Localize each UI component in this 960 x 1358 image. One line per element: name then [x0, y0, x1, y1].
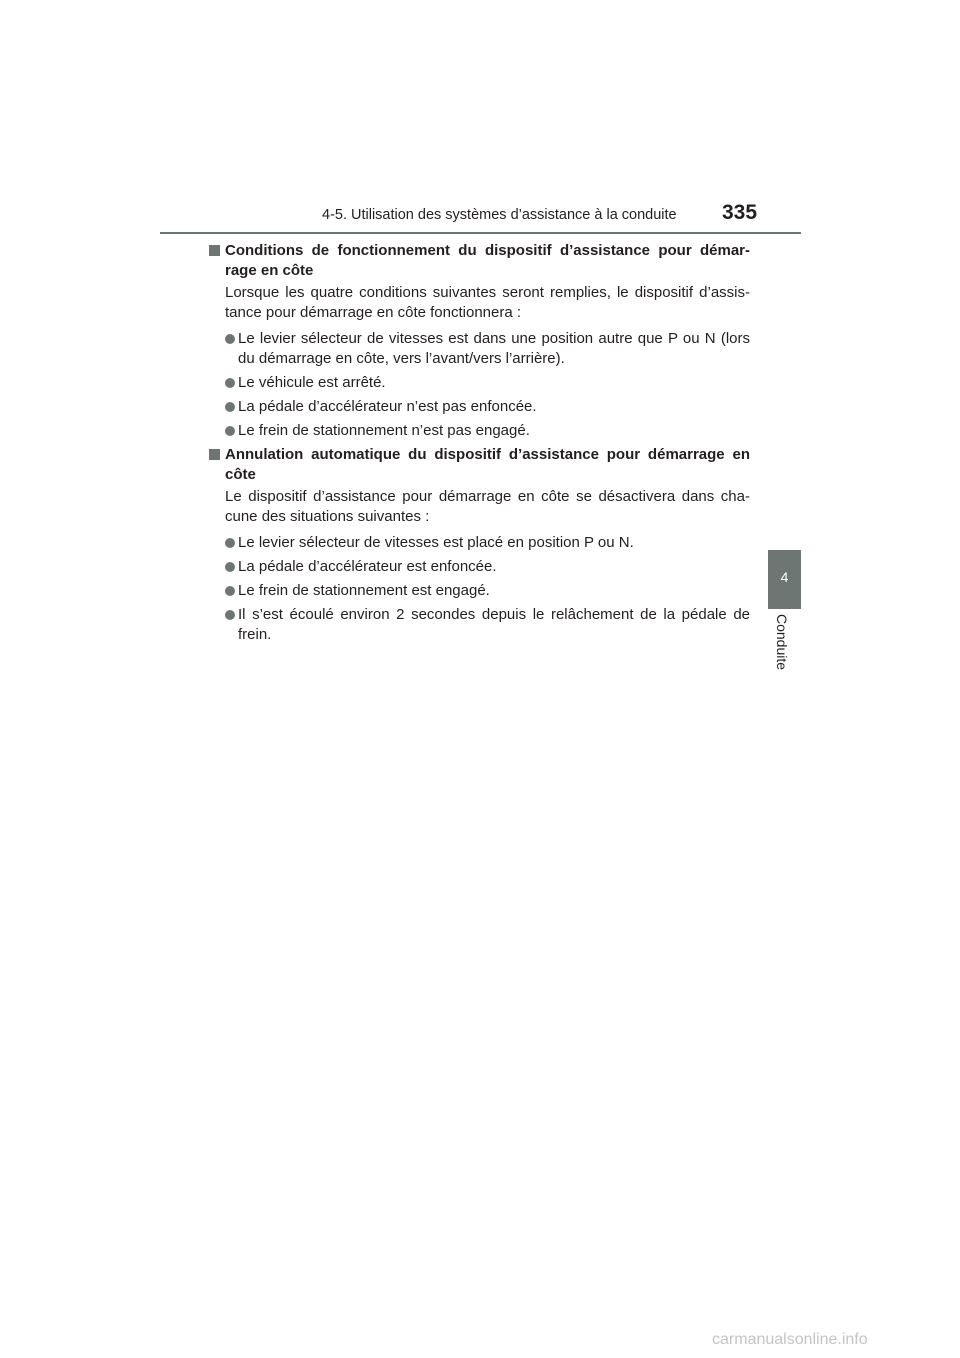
cancellation-list — [209, 533, 750, 645]
section-body: Lorsque les quatre conditions suivantes seront remplies, le dispositif d’assis-tance pour démarrage en côte fonctionnera : — [225, 284, 750, 321]
section-heading-text: Conditions de fonctionnement du dispositif d’assistance pour démar-rage en côte — [225, 242, 750, 279]
list-item — [225, 329, 750, 369]
section-heading — [209, 241, 750, 281]
list-item-text: Le levier sélecteur de vitesses est dans une position autre que P ou N (lors du démarrage en côte, vers l’avant/vers l’arrière). — [238, 330, 750, 367]
section-heading — [209, 445, 750, 485]
list-item-text: Il s’est écoulé environ 2 secondes depuis le relâchement de la pédale de frein. — [238, 606, 750, 643]
list-item-text: Le véhicule est arrêté. — [238, 374, 386, 391]
circle-bullet-icon — [225, 610, 235, 620]
list-item — [225, 533, 750, 553]
circle-bullet-icon — [225, 586, 235, 596]
footer-watermark: carmanualsonline.info — [712, 1331, 868, 1348]
list-item-text: Le levier sélecteur de vitesses est placé en position P ou N. — [238, 534, 634, 551]
section-body: Le dispositif d’assistance pour démarrage en côte se désactivera dans cha-cune des situations suivantes : — [225, 488, 750, 525]
header-divider — [160, 232, 801, 234]
list-item — [225, 421, 750, 441]
list-item-text: La pédale d’accélérateur n’est pas enfoncée. — [238, 398, 537, 415]
circle-bullet-icon — [225, 426, 235, 436]
list-item — [225, 605, 750, 645]
section-operating-conditions — [209, 241, 750, 441]
square-bullet-icon — [209, 449, 220, 460]
list-item-text: Le frein de stationnement est engagé. — [238, 582, 490, 599]
list-item — [225, 397, 750, 417]
circle-bullet-icon — [225, 562, 235, 572]
list-item — [225, 581, 750, 601]
list-item — [225, 557, 750, 577]
chapter-tab-number: 4 — [780, 569, 789, 585]
chapter-tab-label: Conduite — [774, 614, 790, 671]
list-item-text: La pédale d’accélérateur est enfoncée. — [238, 558, 497, 575]
list-item — [225, 373, 750, 393]
circle-bullet-icon — [225, 378, 235, 388]
chapter-title: 4-5. Utilisation des systèmes d’assistance à la conduite — [322, 207, 677, 223]
section-heading-text: Annulation automatique du dispositif d’assistance pour démarrage en côte — [225, 446, 750, 483]
circle-bullet-icon — [225, 334, 235, 344]
page-number: 335 — [722, 201, 758, 224]
circle-bullet-icon — [225, 402, 235, 412]
page-content — [209, 241, 750, 649]
chapter-tab — [768, 550, 801, 609]
section-automatic-cancellation — [209, 445, 750, 645]
circle-bullet-icon — [225, 538, 235, 548]
list-item-text: Le frein de stationnement n’est pas engagé. — [238, 422, 530, 439]
square-bullet-icon — [209, 245, 220, 256]
condition-list — [209, 329, 750, 441]
